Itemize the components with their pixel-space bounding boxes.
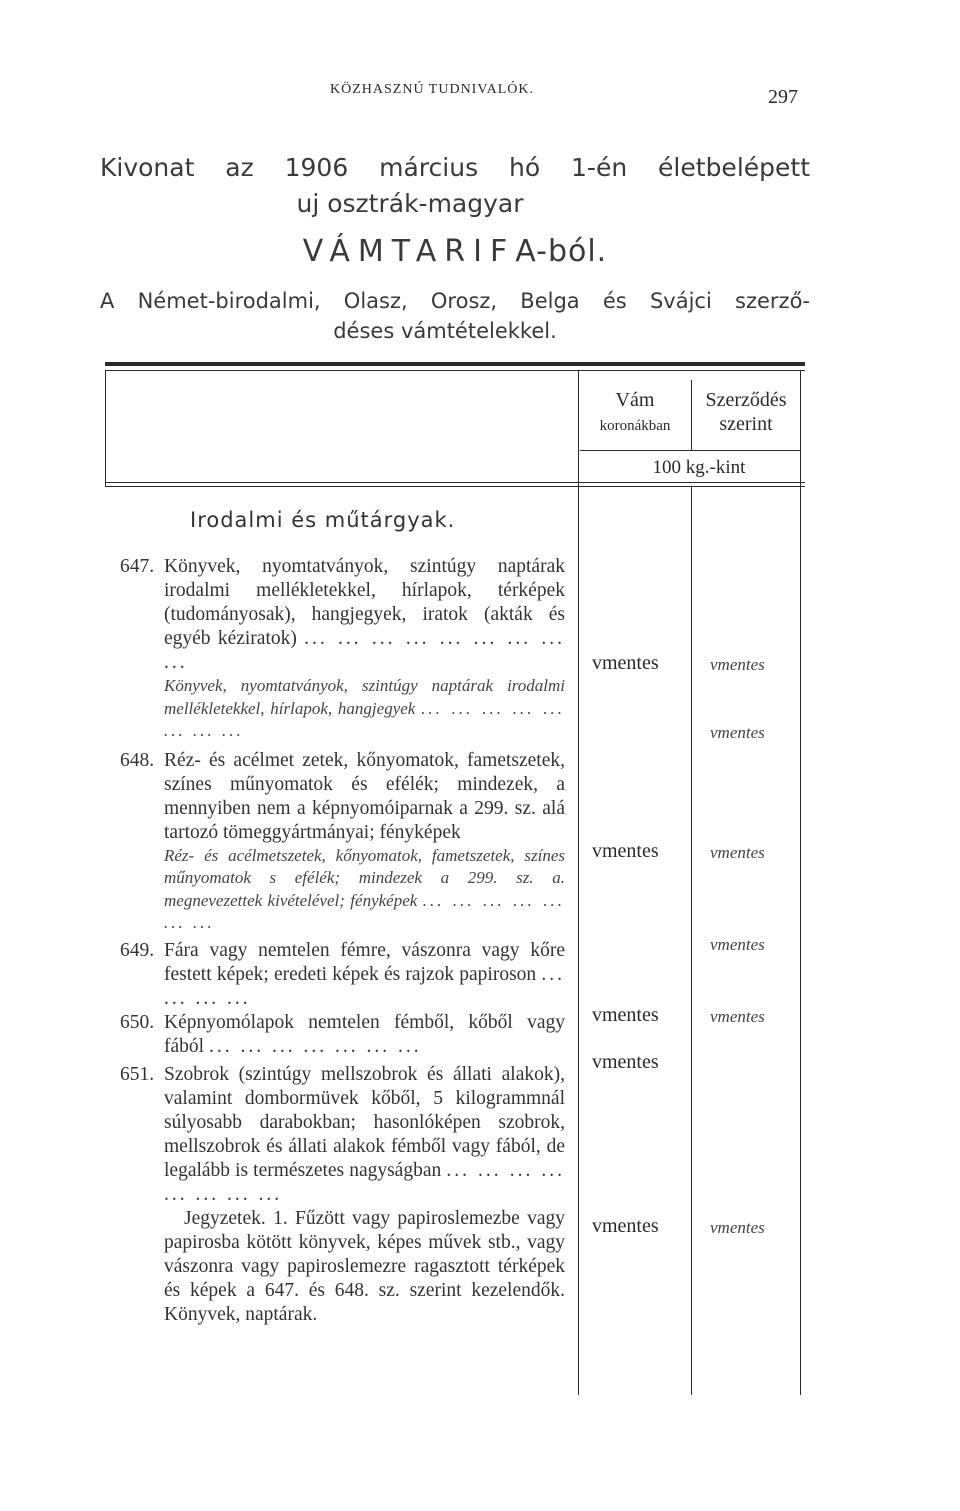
title-line-3 [100, 232, 810, 272]
entry-number: 649. [120, 939, 155, 961]
entry-number: 651. [120, 1063, 155, 1085]
leader-dots: ... ... ... ... ... ... ... ... ... [164, 628, 565, 673]
entry-650 [120, 1011, 565, 1059]
header-vam-line1: Vám [615, 389, 655, 411]
header-vam-line2: koronákban [599, 418, 671, 434]
title-line-2: uj osztrák-magyar [296, 189, 524, 218]
entry-number: 650. [120, 1011, 155, 1033]
val-651-szerz: vmentes [710, 1218, 765, 1237]
val-649-vam: vmentes [592, 1004, 659, 1026]
entry-number: 647. [120, 556, 155, 577]
leader-dots: ... ... ... ... [164, 963, 565, 1009]
entry-text: Fára vagy nemtelen fémre, vászonra vagy kőre festett képek; eredeti képek és rajzok papiroson ... ... ... ... [164, 939, 565, 1009]
val-650-vam: vmentes [592, 1051, 659, 1073]
subtitle-line-1: A Német-birodalmi, Olasz, Orosz, Belga és Svájci szerző- [100, 289, 810, 313]
entry-647 [120, 555, 565, 743]
header-szerz-line1: Szerződés [705, 389, 787, 411]
title-vamtarif: VÁMTARIF [302, 234, 516, 269]
table-right-rule [800, 370, 801, 1395]
header-bottom-rule [105, 482, 805, 483]
title-block [100, 150, 810, 346]
entry-text: Réz- és acélmet zetek, kőnyomatok, fametszetek, színes műnyomatok és efélék; mindezek, a mennyiben nem a képnyomóiparnak a 299. sz. alá tartozó tömeggyártmányai; fényképek [164, 749, 565, 843]
table-left-rule [105, 370, 106, 486]
val-648-vam: vmentes [592, 840, 659, 862]
header-vam [580, 388, 690, 438]
entry-italic-text: Réz- és acélmetszetek, kőnyomatok, fametszetek, színes műnyomatok s efélék; mindezek a 299. sz. a. megnevezettek kivételével; fényképek ... ... ... ... ... ... ... [164, 845, 566, 932]
leader-dots: ... ... ... ... ... ... ... ... [164, 1159, 565, 1205]
leader-dots: ... ... ... ... ... ... ... [208, 1035, 422, 1057]
header-szerzodes [692, 388, 800, 436]
entry-651 [120, 1063, 565, 1327]
col-rule-1 [578, 370, 579, 1395]
section-title: Irodalmi és műtárgyak. [190, 508, 456, 532]
unit-label: 100 kg.-kint [652, 457, 746, 478]
col-rule-2b [691, 486, 692, 1395]
val-647-vam: vmentes [592, 652, 659, 674]
subtitle-line-2: déses vámtételekkel. [333, 319, 557, 343]
entry-number: 648. [120, 749, 155, 771]
header-szerz-line2: szerint [719, 413, 773, 435]
val-647-szerz-italic: vmentes [710, 723, 765, 742]
title-vamtarif-tail: A-ból. [515, 234, 608, 269]
unit-rule [580, 450, 800, 451]
val-648-szerz-italic: vmentes [710, 935, 765, 954]
leader-dots: ... ... ... ... ... ... ... ... [164, 698, 565, 740]
entry-italic-text: Könyvek, nyomtatványok, szintúgy naptárak irodalmi mellékletekkel, hírlapok, hangjegyek ... ... ... ... ... ... ... ... [164, 676, 565, 740]
header-bottom-rule-2 [105, 486, 805, 487]
entry-note: Jegyzetek. 1. Fűzött vagy papiroslemezbe vagy papirosba kötött könyvek, képes művek stb., vagy vászonra vagy papiroslemezre ragasztott térképek és képek a 647. és 648. sz. szerint kezelendők. Könyvek, naptárak. [164, 1207, 565, 1325]
entry-648 [120, 749, 565, 935]
entry-text: Képnyomólapok nemtelen fémből, kőből vagy fából ... ... ... ... ... ... ... [164, 1011, 565, 1057]
val-651-vam: vmentes [592, 1215, 659, 1237]
title-line-1: Kivonat az 1906 március hó 1-én életbelépett [100, 153, 810, 182]
val-648-szerz: vmentes [710, 843, 765, 862]
table-top-rule [105, 362, 805, 366]
entry-text: Szobrok (szintúgy mellszobrok és állati alakok), valamint dombormüvek kőből, 5 kilogrammnál súlyosabb darabokban; hasonlóképen szobrok, mellszobrok és állati alakok fémből vagy fából, de legalább is természetes nagyságban ... ... ... ... ... ... ... ... [164, 1063, 565, 1205]
entry-649 [120, 939, 565, 1011]
entries-list [120, 555, 565, 1327]
entry-text: Könyvek, nyomtatványok, szintúgy naptárak irodalmi mellékletekkel, hírlapok, térképek (tudományosak), hangjegyek, iratok (akták és egyéb kéziratok) ... ... ... ... ... ... ... ... ... [164, 556, 565, 673]
val-649-szerz: vmentes [710, 1007, 765, 1026]
leader-dots: ... ... ... ... ... ... ... [164, 890, 566, 932]
val-647-szerz: vmentes [710, 655, 765, 674]
table-top-rule-thin [105, 370, 805, 371]
running-head: KÖZHASZNÚ TUDNIVALÓK. [330, 82, 535, 97]
page-number: 297 [768, 86, 798, 108]
